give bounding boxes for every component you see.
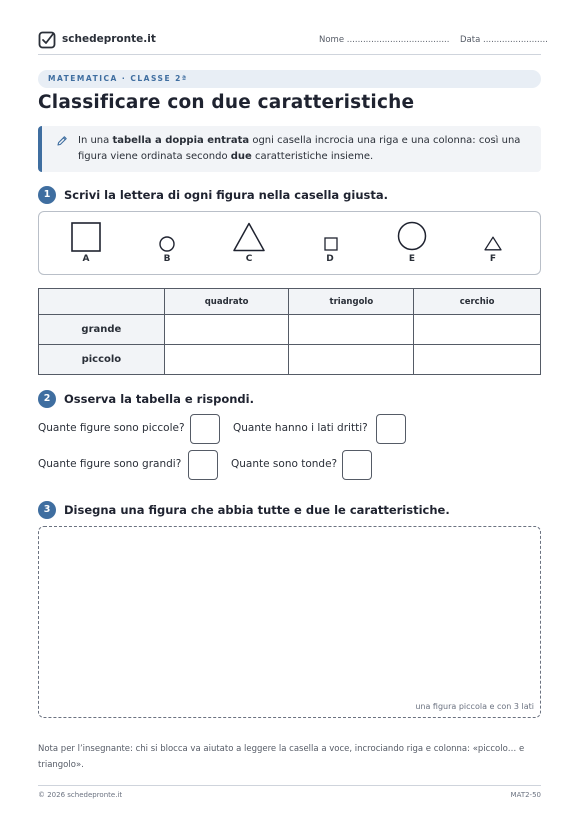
- shape-letter-a: A: [82, 254, 90, 264]
- exercise-1-title: Scrivi la lettera di ogni figura nella casella giusta.: [64, 188, 388, 202]
- footer-copyright: © 2026 schedepronte.it: [38, 791, 123, 799]
- exercise-3-title: Disegna una figura che abbia tutte e due le caratteristiche.: [64, 503, 450, 517]
- circle-large-icon: [397, 221, 427, 251]
- circle-small-icon: [159, 236, 175, 252]
- intro-box: [38, 126, 541, 172]
- footer-code: MAT2-50: [510, 791, 541, 799]
- answer-cell-small-triangle[interactable]: [289, 345, 414, 375]
- column-header-circle: cerchio: [414, 289, 541, 315]
- answer-cell-large-circle[interactable]: [414, 315, 541, 345]
- answer-box-large-figures[interactable]: [188, 450, 218, 480]
- name-field-label: Nome ......................................: [319, 35, 450, 45]
- subject-label: MATEMATICA · CLASSE 2ª: [48, 74, 188, 83]
- answer-cell-small-square[interactable]: [164, 345, 289, 375]
- shape-letter-d: D: [326, 254, 334, 264]
- page-header: [38, 29, 548, 55]
- shape-letter-e: E: [408, 254, 416, 264]
- drawing-area[interactable]: [38, 526, 541, 718]
- date-field-label: Data ........................: [460, 35, 548, 45]
- shape-letter-f: F: [489, 254, 497, 264]
- answer-box-round-figures[interactable]: [342, 450, 372, 480]
- double-entry-table: [38, 288, 541, 375]
- answer-cell-large-square[interactable]: [164, 315, 289, 345]
- exercise-1-number: 1: [38, 186, 56, 204]
- column-header-square: quadrato: [164, 289, 289, 315]
- row-header-small: piccolo: [39, 345, 165, 375]
- square-large-icon: [71, 222, 101, 252]
- question-small-figures: Quante figure sono piccole?: [38, 422, 185, 434]
- table-row: [39, 345, 541, 375]
- column-header-triangle: triangolo: [289, 289, 414, 315]
- triangle-large-icon: [233, 222, 265, 252]
- exercise-3-number: 3: [38, 501, 56, 519]
- teacher-note: Nota per l’insegnante: chi si blocca va aiutato a leggere la casella a voce, incrociando riga e colonna: «piccolo… e triangolo».: [38, 744, 525, 770]
- shapes-panel: [38, 211, 541, 275]
- answer-box-straight-sides[interactable]: [376, 414, 406, 444]
- drawing-hint: una figura piccola e con 3 lati: [415, 702, 534, 711]
- exercise-2-title: Osserva la tabella e rispondi.: [64, 392, 254, 406]
- answer-cell-small-circle[interactable]: [414, 345, 541, 375]
- row-header-large: grande: [39, 315, 165, 345]
- checkbox-logo-icon: [38, 31, 56, 49]
- intro-text: In una tabella a doppia entrata ogni casella incrocia una riga e una colonna: così una figura viene ordinata secondo due caratteristiche insieme.: [78, 135, 521, 162]
- answer-box-small-figures[interactable]: [190, 414, 220, 444]
- question-large-figures: Quante figure sono grandi?: [38, 458, 182, 470]
- page-title: Classificare con due caratteristiche: [38, 92, 415, 113]
- table-row: [39, 315, 541, 345]
- triangle-small-icon: [484, 236, 502, 251]
- table-header-row: [39, 289, 541, 315]
- exercise-2-number: 2: [38, 390, 56, 408]
- table-corner-cell: [39, 289, 165, 315]
- page-footer: [38, 785, 541, 799]
- answer-cell-large-triangle[interactable]: [289, 315, 414, 345]
- shape-letter-b: B: [163, 254, 171, 264]
- pencil-icon: [56, 135, 68, 147]
- shape-letter-c: C: [245, 254, 253, 264]
- site-name: schedepronte.it: [62, 33, 156, 45]
- question-straight-sides: Quante hanno i lati dritti?: [233, 422, 368, 434]
- subject-bar: [38, 70, 541, 88]
- question-round-figures: Quante sono tonde?: [231, 458, 338, 470]
- square-small-icon: [324, 237, 338, 251]
